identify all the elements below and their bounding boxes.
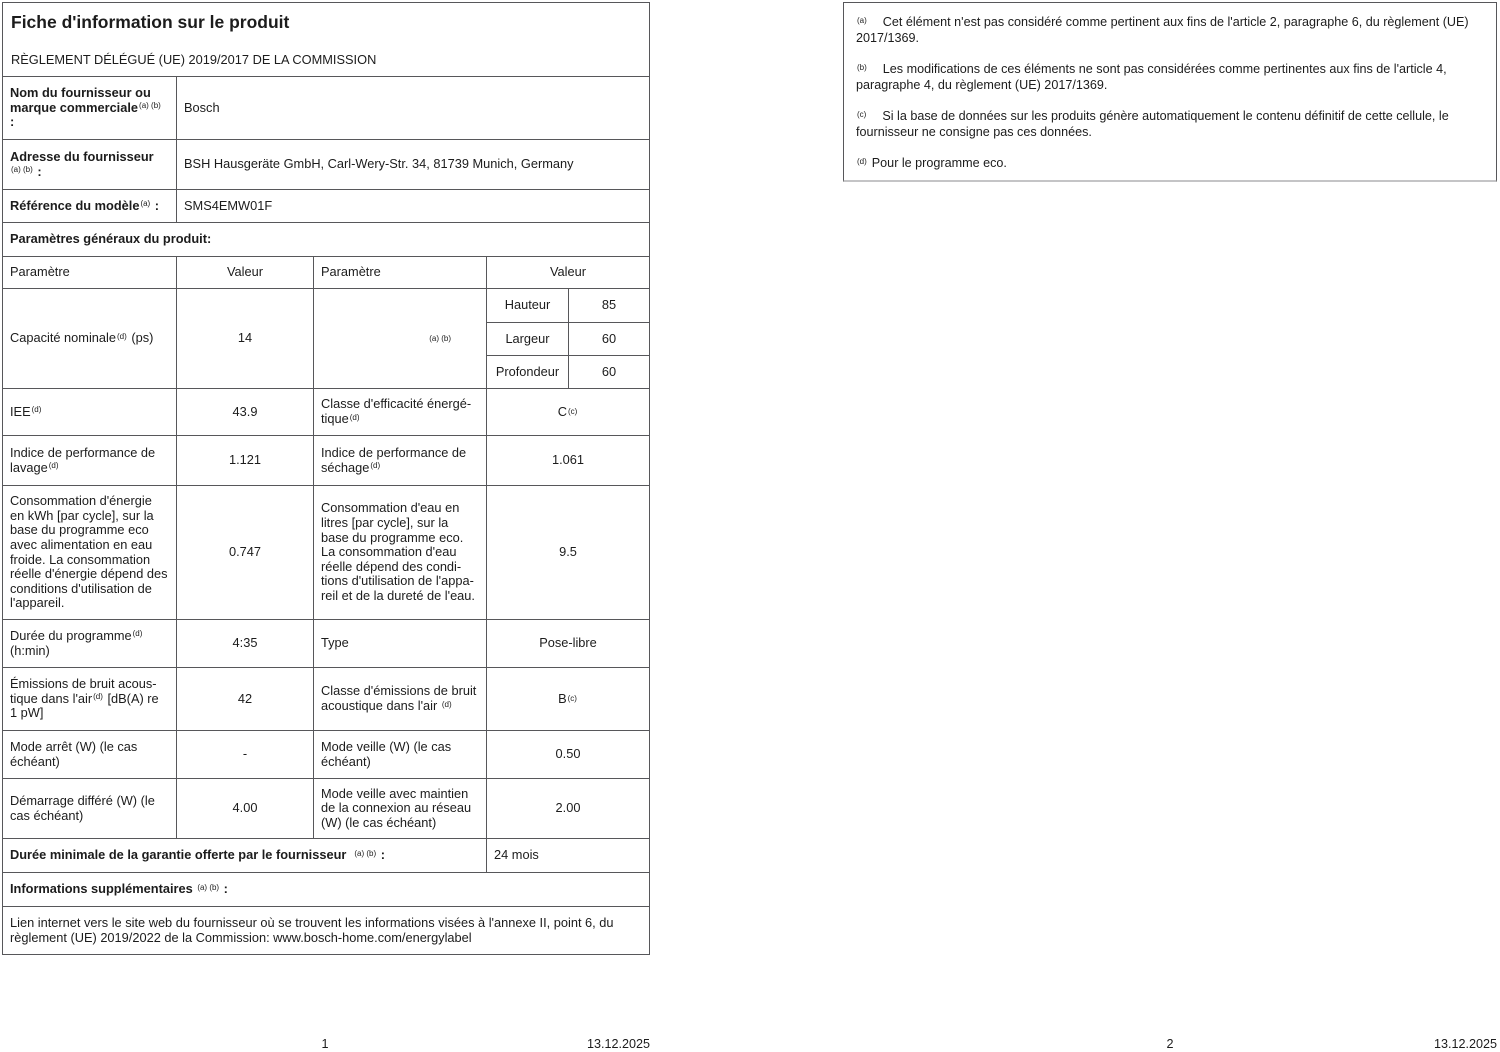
model-reference-value: SMS4EMW01F xyxy=(176,190,649,222)
page2-footer xyxy=(843,1037,1497,1052)
off-mode-value: - xyxy=(176,731,313,778)
warranty-label: Durée minimale de la garantie offerte par le fournisseur $^{(a) (b)}$ : xyxy=(10,847,385,863)
page2-date: 13.12.2025 xyxy=(1433,1037,1497,1051)
warranty-value: 24 mois xyxy=(486,839,649,872)
dimension-height-value: 85 xyxy=(601,297,617,313)
footnote-a-marker: (a) xyxy=(857,15,867,25)
supplier-name-value: Bosch xyxy=(176,77,649,139)
dimension-row-depth xyxy=(487,355,649,388)
page2-number: 2 xyxy=(1166,1037,1174,1051)
water-consumption-value: 9.5 xyxy=(486,486,649,619)
model-reference-label: Référence du modèle$^{(a)}$ : xyxy=(10,197,160,213)
drying-index-label: Indice de performance de séchage$^{(d)}$ xyxy=(313,436,486,485)
page1-number: 1 xyxy=(321,1037,329,1051)
footnote-b-marker: (b) xyxy=(857,62,867,72)
off-mode-label: Mode arrêt (W) (le cas échéant) xyxy=(10,738,138,769)
footnote-c-text: Si la base de données sur les produits génère automatiquement le contenu définitif de cette cellule, le fournisseur ne consigne pas ces données. xyxy=(856,109,1449,139)
page-title: Fiche d'information sur le produit xyxy=(11,12,290,32)
washing-index-value: 1.121 xyxy=(176,436,313,485)
column-header-value-left: Valeur xyxy=(176,257,313,288)
water-consumption-label: Consommation d'eau en litres [par cycle], sur la base du programme eco. La consommation d'eau réelle dépend des conditions d'utilisation de l'appareil et de la dureté de l'eau. xyxy=(313,486,486,619)
footnote-a-text: Cet élément n'est pas considéré comme pertinent aux fins de l'article 2, paragraphe 6, du règlement (UE) 2017/1369. xyxy=(856,15,1469,45)
eei-energy-class-row xyxy=(3,388,649,435)
footnote-b xyxy=(856,61,1484,93)
general-parameters-heading: Paramètres généraux du produit: xyxy=(10,231,212,247)
dimension-depth-value: 60 xyxy=(601,363,617,379)
dimension-width-value: 60 xyxy=(601,330,617,346)
eei-label: IEE$^{(d)}$ xyxy=(10,403,42,419)
dimensions-footnote-cell: (a) (b) xyxy=(313,289,486,388)
warranty-row xyxy=(3,838,649,872)
footnotes-box xyxy=(843,2,1497,182)
column-header-parameter-left: Paramètre xyxy=(10,264,70,280)
off-standby-row xyxy=(3,730,649,778)
standby-label: Mode veille (W) (le cas échéant) xyxy=(313,731,486,778)
washing-index-label: Indice de performance de lavage$^{(d)}$ xyxy=(10,444,156,475)
column-header-row xyxy=(3,256,649,288)
footnote-a xyxy=(856,14,1484,46)
footnote-d-text: Pour le programme eco. xyxy=(871,156,1007,170)
page1-footer xyxy=(0,1037,650,1052)
delayed-start-row xyxy=(3,778,649,838)
column-header-parameter-right: Paramètre xyxy=(313,257,486,288)
dimension-depth-label: Profondeur xyxy=(487,356,569,388)
capacity-value: 14 xyxy=(176,289,313,388)
consumption-row xyxy=(3,485,649,619)
energy-class-label: Classe d'efficacité énergétique$^{(d)}$ xyxy=(313,389,486,435)
performance-index-row xyxy=(3,435,649,485)
dimension-row-width xyxy=(487,322,649,355)
footnote-b-text: Les modifications de ces éléments ne sont pas considérées comme pertinentes aux fins de l'article 4, paragraphe 4, du règlement (UE) 2017/1369. xyxy=(856,62,1447,92)
energy-consumption-label: Consommation d'énergie en kWh [par cycle], sur la base du programme eco avec alimentation en eau froide. La consommation réelle d'énergie dépend des conditions d'utilisation de l'appareil. xyxy=(10,493,168,611)
model-reference-row xyxy=(3,189,649,222)
product-fiche-table xyxy=(2,2,650,955)
delayed-start-label: Démarrage différé (W) (le cas échéant) xyxy=(10,792,155,823)
supplier-name-label: Nom du fournisseur ou marque commerciale$^{(a) (b)}$ : xyxy=(10,85,161,130)
supplier-name-row xyxy=(3,76,649,139)
regulation-reference: RÈGLEMENT DÉLÉGUÉ (UE) 2019/2017 DE LA COMMISSION xyxy=(11,52,377,68)
capacity-dimensions-row xyxy=(3,288,649,388)
internet-link-text: Lien internet vers le site web du fournisseur où se trouvent les informations visées à l'annexe II, point 6, du règlement (UE) 2019/2022 de la Commission: www.bosch-home.com/energylabel xyxy=(10,914,614,945)
capacity-label: Capacité nominale$^{(d)}$ (ps) xyxy=(10,330,154,346)
noise-class-value: B (c) xyxy=(486,668,649,730)
eei-value: 43.9 xyxy=(176,389,313,435)
energy-consumption-value: 0.747 xyxy=(176,486,313,619)
delayed-start-value: 4.00 xyxy=(176,779,313,838)
additional-info-row xyxy=(3,872,649,906)
noise-emission-value: 42 xyxy=(176,668,313,730)
internet-link-row xyxy=(3,906,649,954)
type-label: Type xyxy=(313,620,486,667)
dimension-row-height xyxy=(487,289,649,322)
page1-date: 13.12.2025 xyxy=(586,1037,650,1051)
footnote-c xyxy=(856,108,1484,140)
programme-duration-label: Durée du programme$^{(d)}$ (h:min) xyxy=(10,627,143,658)
fiche-header xyxy=(3,3,649,76)
column-header-value-right: Valeur xyxy=(486,257,649,288)
supplier-address-row xyxy=(3,139,649,189)
drying-index-value: 1.061 xyxy=(486,436,649,485)
energy-class-value: C (c) xyxy=(486,389,649,435)
networked-standby-value: 2.00 xyxy=(486,779,649,838)
noise-emission-label: Émissions de bruit acoustique dans l'air$^{(d)}$ [dB(A) re 1 pW] xyxy=(10,676,159,721)
additional-info-label: Informations supplémentaires $^{(a) (b)}$ : xyxy=(10,881,228,897)
dimensions-subtable xyxy=(486,289,649,388)
duration-type-row xyxy=(3,619,649,667)
footnote-c-marker: (c) xyxy=(857,109,867,119)
general-parameters-section-row xyxy=(3,222,649,256)
footnote-d xyxy=(856,155,1484,171)
supplier-address-value: BSH Hausgeräte GmbH, Carl-Wery-Str. 34, 81739 Munich, Germany xyxy=(176,140,649,189)
noise-class-label: Classe d'émissions de bruit acoustique dans l'air $^{(d)}$ xyxy=(313,668,486,730)
dimension-height-label: Hauteur xyxy=(487,289,569,322)
standby-value: 0.50 xyxy=(486,731,649,778)
dimension-width-label: Largeur xyxy=(487,323,569,355)
networked-standby-label: Mode veille avec maintien de la connexion au réseau (W) (le cas échéant) xyxy=(313,779,486,838)
supplier-address-label: Adresse du fournisseur $^{(a) (b)}$ : xyxy=(10,148,154,179)
noise-row xyxy=(3,667,649,730)
programme-duration-value: 4:35 xyxy=(176,620,313,667)
footnote-d-marker: (d) xyxy=(857,156,867,166)
type-value: Pose-libre xyxy=(486,620,649,667)
